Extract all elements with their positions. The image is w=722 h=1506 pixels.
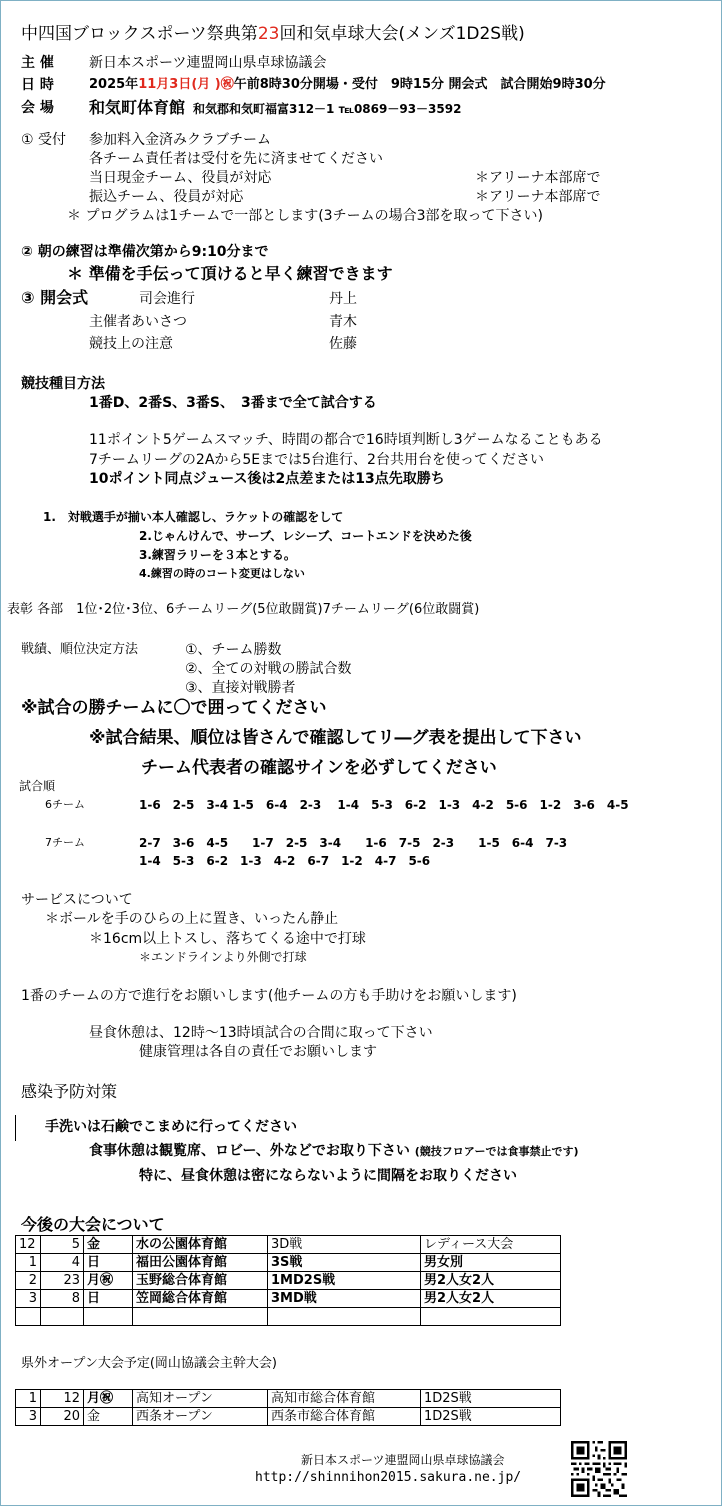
- event-cell: 1D2S戦: [421, 1408, 561, 1426]
- lunch-line: 健康管理は各自の責任でお願いします: [139, 1044, 377, 1060]
- open-table: [15, 1389, 561, 1426]
- order-seven-line2: 1-4 5-3 6-2 1-3 4-2 6-7 1-2 4-7 5-6: [139, 854, 431, 868]
- month-cell: 12: [16, 1236, 41, 1254]
- month-cell: 3: [16, 1290, 41, 1308]
- venue-cell: 西条市総合体育館: [268, 1408, 421, 1426]
- opening-role: 司会進行: [139, 291, 195, 307]
- weekday-cell: 金: [84, 1408, 133, 1426]
- venue-cell: 笠岡総合体育館: [133, 1290, 268, 1308]
- future-table: [15, 1235, 561, 1326]
- date-post: 午前8時30分開場・受付 9時15分 開会式 試合開始9時30分: [233, 77, 606, 92]
- month-cell: 3: [16, 1408, 41, 1426]
- reception-line: 参加料入金済みクラブチーム: [89, 132, 271, 148]
- order-six: 1-6 2-5 3-4 1-5 6-4 2-3 1-4 5-3 6-2 1-3 4-2 5-6 1-2 3-6 4-5: [139, 798, 629, 812]
- month-cell: 1: [16, 1390, 41, 1408]
- weekday-cell: [84, 1308, 133, 1326]
- notice-sign: チーム代表者の確認サインを必ずしてください: [141, 758, 497, 778]
- reception-line: 各チーム責任者は受付を先に済ませてください: [89, 151, 383, 167]
- service-line: ＊エンドラインより外側で打球: [139, 950, 307, 964]
- venue-cell: [133, 1308, 268, 1326]
- footer-org: 新日本スポーツ連盟岡山県卓球協議会: [301, 1453, 505, 1467]
- future-head: 今後の大会について: [21, 1215, 165, 1234]
- day-cell: 4: [41, 1254, 84, 1272]
- event-cell: 3MD戦: [268, 1290, 421, 1308]
- weekday-cell: 金: [84, 1236, 133, 1254]
- service-line: ＊ボールを手のひらの上に置き、いったん静止: [45, 911, 339, 927]
- date-value: [89, 76, 606, 94]
- day-cell: 12: [41, 1390, 84, 1408]
- method-head: 競技種目方法: [21, 376, 105, 392]
- venue-cell: 福田公園体育館: [133, 1254, 268, 1272]
- infection-meal: 食事休憩は観覧席、ロビー、外などでお取り下さい: [89, 1143, 410, 1159]
- category-cell: 男2人女2人: [421, 1290, 561, 1308]
- method-line: 1番D、2番S、3番S、 3番まで全て試合する: [89, 395, 377, 411]
- ranking-head: 戦績、順位決定方法: [21, 642, 139, 657]
- service-line: ＊16cm以上トスし、落ちてくる途中で打球: [89, 931, 366, 947]
- service-head: サービスについて: [21, 892, 133, 908]
- holiday-mark: ㊗: [220, 77, 234, 92]
- procedure-line: 2.じゃんけんで、サーブ、レシーブ、コートエンドを決めた後: [139, 529, 472, 543]
- opening-role: 競技上の注意: [89, 336, 173, 352]
- reception-location: ＊アリーナ本部席で: [475, 189, 601, 205]
- lunch-line: 昼食休憩は、12時～13時頃試合の合間に取って下さい: [89, 1025, 433, 1041]
- method-line: 7チームリーグの2Aから5Eまでは5台進行、2台共用台を使ってください: [89, 452, 544, 468]
- qr-code-icon[interactable]: [569, 1441, 629, 1497]
- table-row: [16, 1254, 561, 1272]
- venue-address: 和気郡和気町福富312－1 ℡0869－93－3592: [193, 102, 462, 116]
- notice-submit-league: ※試合結果、順位は皆さんで確認してリ―グ表を提出して下さい: [89, 728, 582, 748]
- practice-head: ② 朝の練習は準備次第から9:10分まで: [21, 244, 269, 260]
- award-line: 表彰 各部 1位･2位･3位、6チームリーグ(5位敢闘賞)7チームリーグ(6位敢闘賞): [7, 602, 480, 617]
- opening-head: ③ 開会式: [21, 288, 89, 307]
- category-cell: 男2人女2人: [421, 1272, 561, 1290]
- tournament-cell: 高知オープン: [133, 1390, 268, 1408]
- ranking-line: ①、チーム勝数: [185, 642, 282, 658]
- order-six-label: 6チーム: [45, 798, 85, 811]
- ranking-line: ③、直接対戦勝者: [185, 680, 296, 696]
- order-seven-line1: 2-7 3-6 4-5 1-7 2-5 3-4 1-6 7-5 2-3 1-5 6-4 7-3: [139, 836, 568, 850]
- order-seven-label: 7チーム: [45, 836, 85, 849]
- reception-line: 振込チーム、役員が対応: [89, 189, 244, 205]
- infection-line: [89, 1142, 579, 1160]
- infection-head: 感染予防対策: [21, 1082, 118, 1101]
- infection-line: 特に、昼食休憩は密にならないように間隔をお取りください: [139, 1168, 517, 1184]
- event-cell: 1D2S戦: [421, 1390, 561, 1408]
- event-cell: 3S戦: [268, 1254, 421, 1272]
- weekday-cell: 日: [84, 1254, 133, 1272]
- infection-line: 手洗いは石鹸でこまめに行ってください: [45, 1119, 297, 1135]
- opening-person: 青木: [329, 314, 357, 330]
- procedure-line: 3.練習ラリーを３本とする。: [139, 548, 296, 562]
- infection-meal-note: (競技フロアーでは食事禁止です): [414, 1145, 579, 1158]
- host-label: 主 催: [21, 55, 54, 71]
- weekday-cell: 日: [84, 1290, 133, 1308]
- title-number: 23: [257, 24, 280, 44]
- table-row-empty: [16, 1308, 561, 1326]
- venue-cell: 水の公園体育館: [133, 1236, 268, 1254]
- event-cell: 1MD2S戦: [268, 1272, 421, 1290]
- table-row: [16, 1272, 561, 1290]
- table-row: [16, 1236, 561, 1254]
- practice-note: ＊ 準備を手伝って頂けると早く練習できます: [67, 264, 393, 283]
- notice-circle-winner: ※試合の勝チームに〇で囲ってください: [21, 698, 327, 718]
- method-line: 11ポイント5ゲームスマッチ、時間の都合で16時頃判断し3ゲームなることもある: [89, 432, 603, 448]
- day-cell: 8: [41, 1290, 84, 1308]
- event-cell: 3D戦: [268, 1236, 421, 1254]
- category-cell: [421, 1308, 561, 1326]
- ranking-line: ②、全ての対戦の勝試合数: [185, 661, 352, 677]
- day-cell: [41, 1308, 84, 1326]
- reception-location: ＊アリーナ本部席で: [475, 170, 601, 186]
- tournament-cell: 西条オープン: [133, 1408, 268, 1426]
- day-cell: 23: [41, 1272, 84, 1290]
- category-cell: 男女別: [421, 1254, 561, 1272]
- margin-bar: [15, 1115, 16, 1141]
- reception-head: ① 受付: [21, 132, 67, 148]
- venue-name: 和気町体育館: [89, 98, 186, 117]
- table-row: [16, 1290, 561, 1308]
- event-cell: [268, 1308, 421, 1326]
- venue-label: 会 場: [21, 100, 54, 116]
- opening-person: 丹上: [329, 291, 357, 307]
- footer-url-link[interactable]: http://shinnihon2015.sakura.ne.jp/: [255, 1470, 522, 1485]
- month-cell: 1: [16, 1254, 41, 1272]
- procedure-line: 1. 対戦選手が揃い本人確認し、ラケットの確認をして: [43, 510, 344, 524]
- progress-line: 1番のチームの方で進行をお願いします(他チームの方も手助けをお願いします): [21, 988, 517, 1004]
- date-highlight: 11月3日(月 ): [138, 77, 221, 92]
- host-value: 新日本スポーツ連盟岡山県卓球協議会: [89, 55, 327, 71]
- program-note: ＊ プログラムは1チームで一部とします(3チームの場合3部を取って下さい): [67, 208, 543, 224]
- venue-cell: 高知市総合体育館: [268, 1390, 421, 1408]
- table-row: [16, 1390, 561, 1408]
- table-row: [16, 1408, 561, 1426]
- day-cell: 5: [41, 1236, 84, 1254]
- opening-person: 佐藤: [329, 336, 357, 352]
- opening-role: 主催者あいさつ: [89, 314, 187, 330]
- month-cell: [16, 1308, 41, 1326]
- category-cell: レディース大会: [421, 1236, 561, 1254]
- page-title: [21, 23, 525, 45]
- date-label: 日 時: [21, 77, 54, 93]
- weekday-cell: 月㊗: [84, 1390, 133, 1408]
- open-head: 県外オープン大会予定(岡山協議会主幹大会): [21, 1356, 277, 1371]
- title-post: 回和気卓球大会(メンズ1D2S戦): [279, 24, 525, 44]
- title-pre: 中四国ブロックスポーツ祭典第: [21, 24, 258, 44]
- order-head: 試合順: [19, 779, 56, 793]
- reception-line: 当日現金チーム、役員が対応: [89, 170, 272, 186]
- date-year: 2025年: [89, 77, 139, 92]
- weekday-cell: 月㊗: [84, 1272, 133, 1290]
- venue-cell: 玉野総合体育館: [133, 1272, 268, 1290]
- procedure-line: 4.練習の時のコート変更はしない: [139, 567, 305, 580]
- day-cell: 20: [41, 1408, 84, 1426]
- month-cell: 2: [16, 1272, 41, 1290]
- method-line: 10ポイント同点ジュース後は2点差または13点先取勝ち: [89, 471, 445, 487]
